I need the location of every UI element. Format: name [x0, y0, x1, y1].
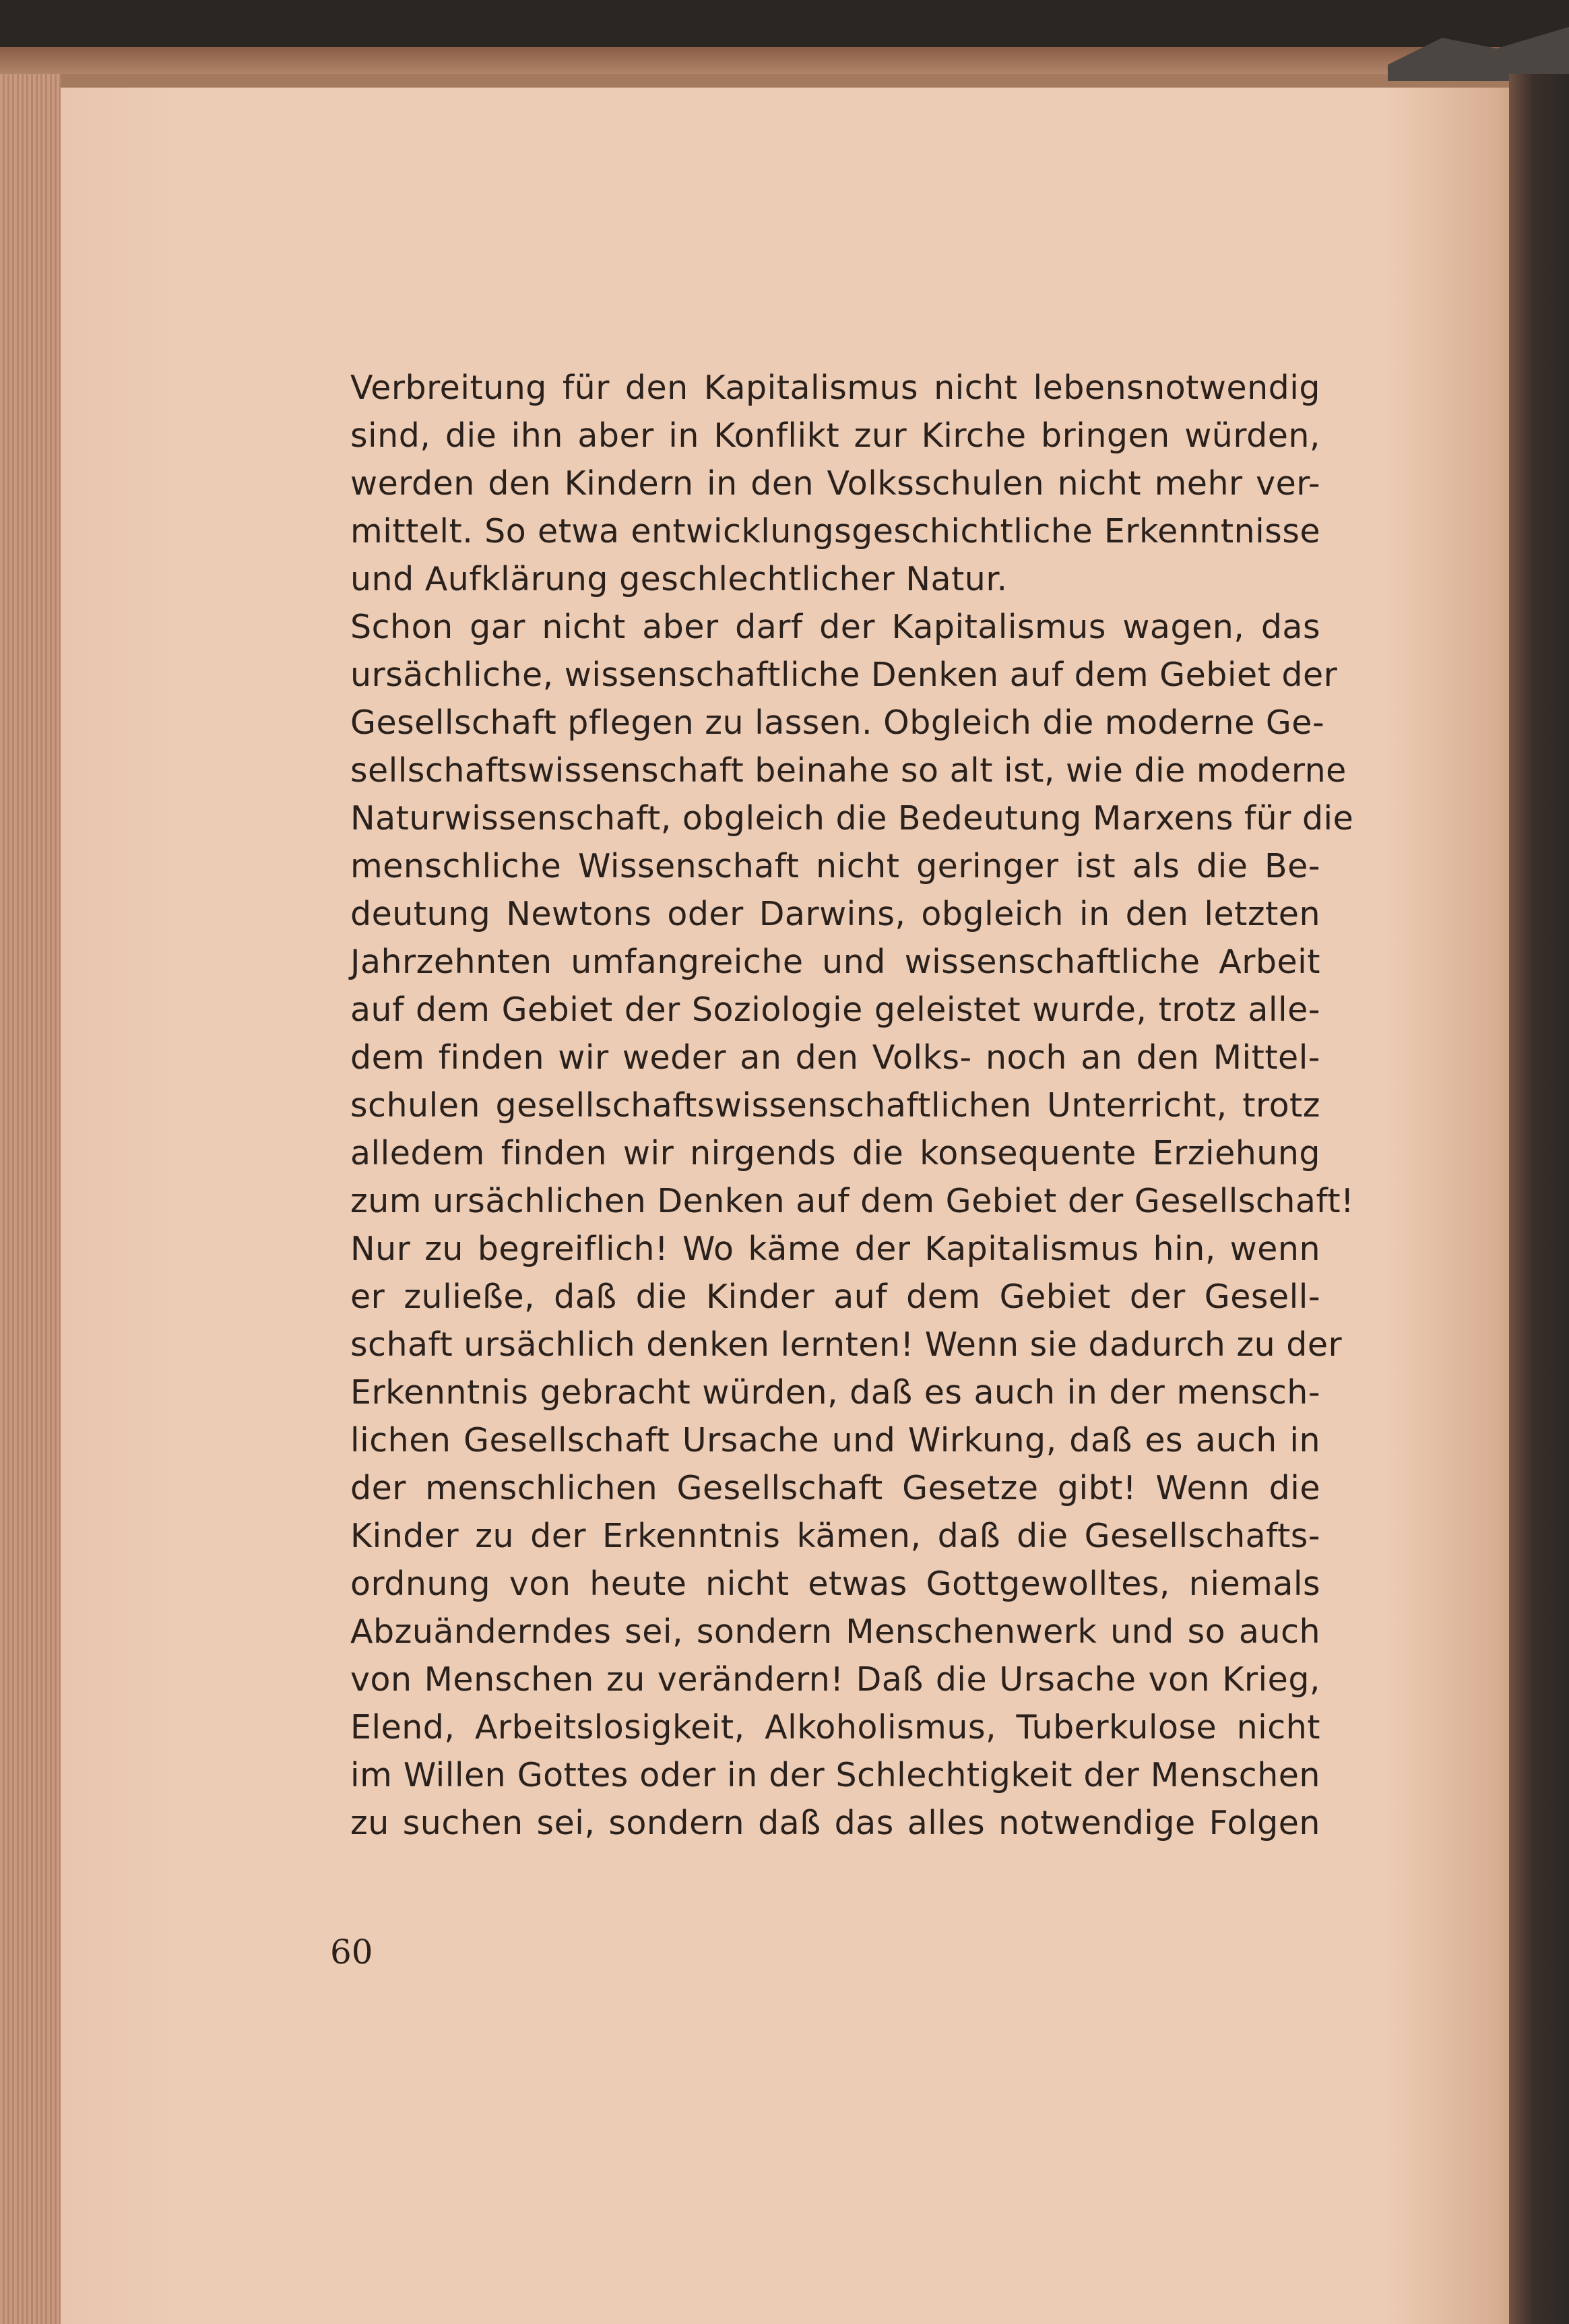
body-text: [350, 364, 1355, 1847]
page-number: 60: [330, 1933, 373, 1972]
text-line: Elend, Arbeitslosigkeit, Alkoholismus, Tuberkulose nicht: [350, 1708, 1320, 1747]
page-stack-edge: [0, 74, 61, 2324]
text-line: Gesellschaft pflegen zu lassen. Obgleich die moderne Ge-: [350, 703, 1325, 742]
text-line: menschliche Wissenschaft nicht geringer ist als die Be-: [350, 847, 1320, 885]
text-line: Nur zu begreiflich! Wo käme der Kapitalismus hin, wenn: [350, 1230, 1320, 1268]
text-line: sellschaftswissenschaft beinahe so alt ist, wie die moderne: [350, 751, 1347, 790]
text-line: auf dem Gebiet der Soziologie geleistet wurde, trotz alle-: [350, 991, 1320, 1029]
text-line: ordnung von heute nicht etwas Gottgewolltes, niemals: [350, 1565, 1320, 1603]
text-line: der menschlichen Gesellschaft Gesetze gibt! Wenn die: [350, 1469, 1320, 1507]
text-line: dem finden wir weder an den Volks- noch an den Mittel-: [350, 1038, 1320, 1077]
cover-top-edge: [0, 47, 1558, 74]
text-line: schulen gesellschaftswissenschaftlichen Unterricht, trotz: [350, 1086, 1320, 1125]
torn-corner: [1388, 27, 1569, 81]
text-line: sind, die ihn aber in Konflikt zur Kirche bringen würden,: [350, 416, 1320, 455]
text-line: schaft ursächlich denken lernten! Wenn sie dadurch zu der: [350, 1325, 1343, 1364]
text-line: Abzuänderndes sei, sondern Menschenwerk und so auch: [350, 1612, 1320, 1651]
text-line: lichen Gesellschaft Ursache und Wirkung, daß es auch in: [350, 1421, 1320, 1459]
text-line: Erkenntnis gebracht würden, daß es auch in der mensch-: [350, 1373, 1320, 1412]
text-line: Kinder zu der Erkenntnis kämen, daß die Gesellschafts-: [350, 1517, 1320, 1555]
spine-shadow: [1509, 74, 1569, 2324]
text-line: Verbreitung für den Kapitalismus nicht lebensnotwendig: [350, 369, 1320, 407]
text-line: und Aufklärung geschlechtlicher Natur.: [350, 560, 1008, 598]
text-line: zum ursächlichen Denken auf dem Gebiet der Gesellschaft!: [350, 1182, 1355, 1220]
text-line: von Menschen zu verändern! Daß die Ursache von Krieg,: [350, 1660, 1320, 1699]
text-line: zu suchen sei, sondern daß das alles notwendige Folgen: [350, 1804, 1320, 1842]
text-line: deutung Newtons oder Darwins, obgleich in den letzten: [350, 895, 1320, 933]
text-line: Schon gar nicht aber darf der Kapitalismus wagen, das: [350, 608, 1320, 646]
text-line: im Willen Gottes oder in der Schlechtigkeit der Menschen: [350, 1756, 1320, 1794]
text-line: er zuließe, daß die Kinder auf dem Gebiet der Gesell-: [350, 1278, 1320, 1316]
text-line: alledem finden wir nirgends die konsequente Erziehung: [350, 1134, 1320, 1172]
text-line: werden den Kindern in den Volksschulen nicht mehr ver-: [350, 464, 1320, 503]
text-line: ursächliche, wissenschaftliche Denken auf dem Gebiet der: [350, 656, 1338, 694]
text-line: mittelt. So etwa entwicklungsgeschichtliche Erkenntnisse: [350, 512, 1320, 551]
text-line: Jahrzehnten umfangreiche und wissenschaftliche Arbeit: [350, 943, 1320, 981]
text-line: Naturwissenschaft, obgleich die Bedeutung Marxens für die: [350, 799, 1354, 838]
